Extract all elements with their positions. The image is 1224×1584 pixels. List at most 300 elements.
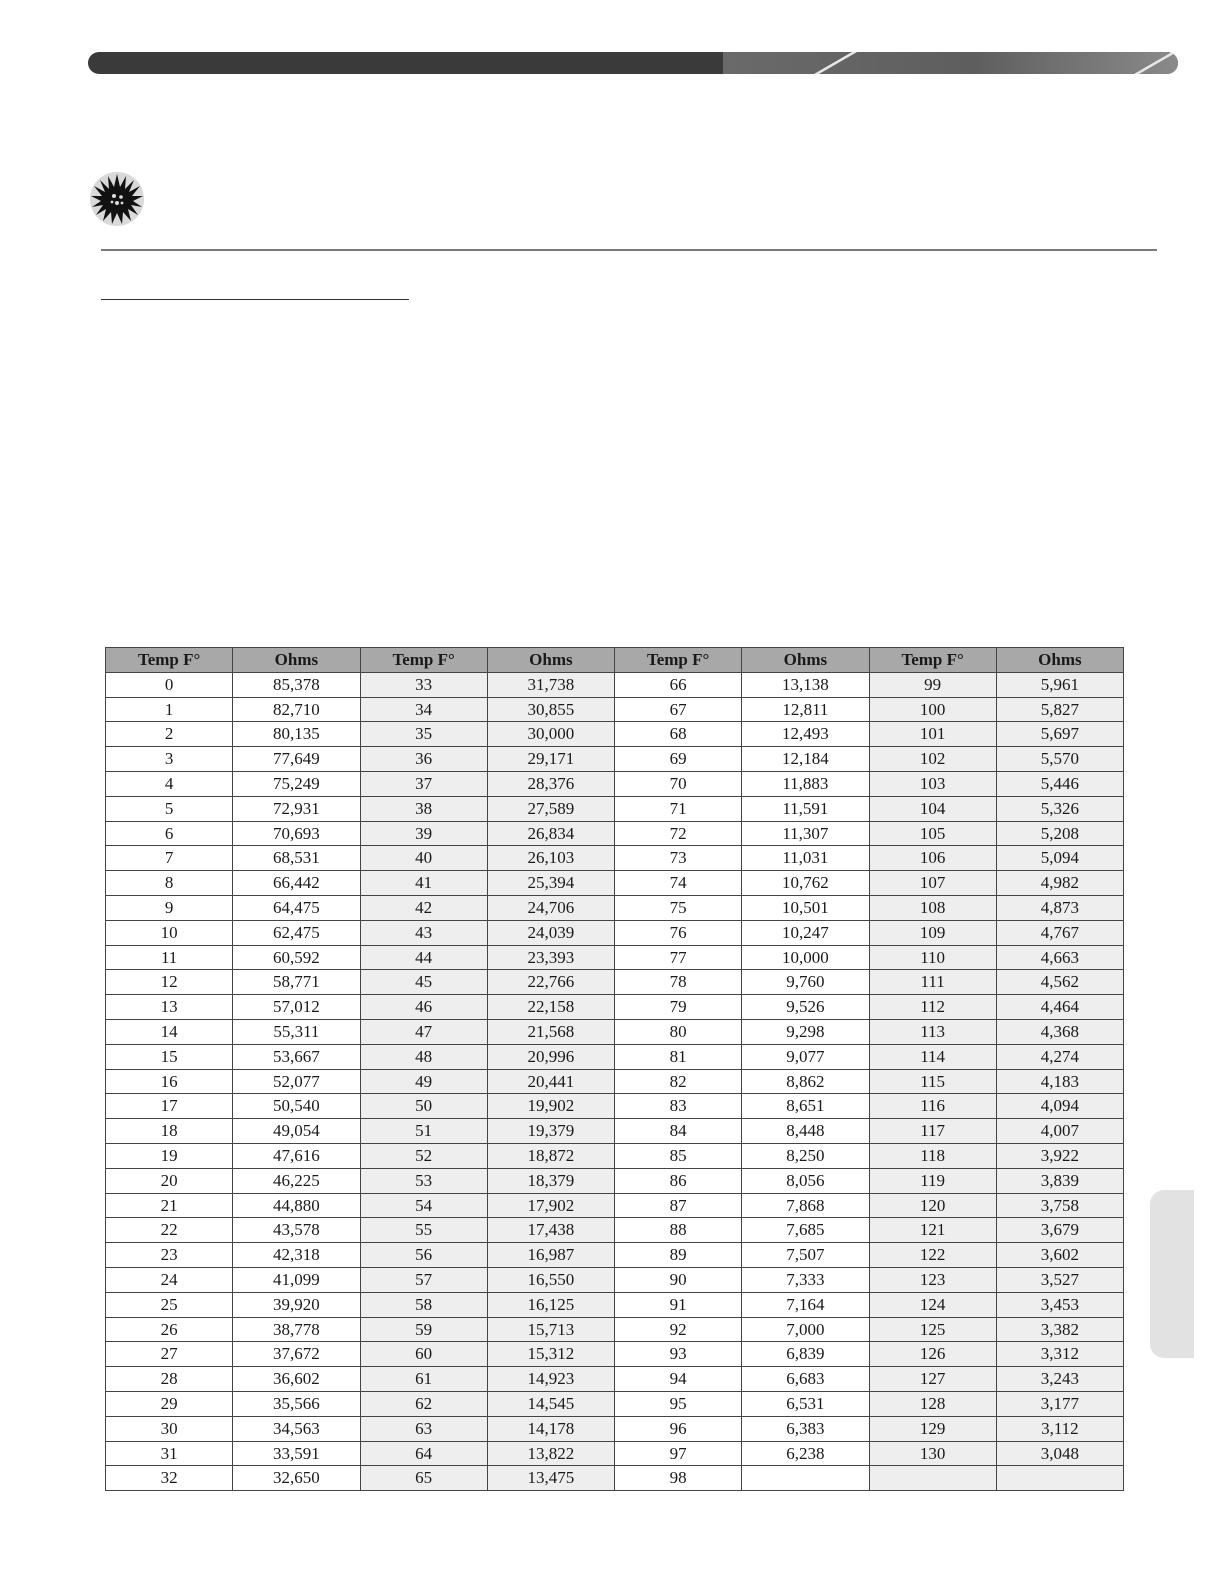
header-bar-light-segment [723, 52, 1178, 74]
temp-cell: 105 [869, 821, 996, 846]
ohms-cell: 3,243 [996, 1367, 1123, 1392]
temp-cell: 21 [106, 1193, 233, 1218]
ohms-cell: 68,531 [233, 846, 360, 871]
temp-cell: 54 [360, 1193, 487, 1218]
column-header: Temp F° [869, 648, 996, 673]
temp-cell: 17 [106, 1094, 233, 1119]
ohms-cell: 7,000 [742, 1317, 869, 1342]
temp-cell: 92 [615, 1317, 742, 1342]
table-row [106, 1193, 1124, 1218]
temp-cell: 130 [869, 1441, 996, 1466]
heading-underline [101, 299, 409, 300]
ohms-cell: 18,872 [487, 1143, 614, 1168]
ohms-cell: 27,589 [487, 796, 614, 821]
temp-cell: 44 [360, 945, 487, 970]
ohms-cell: 12,184 [742, 747, 869, 772]
temp-cell: 102 [869, 747, 996, 772]
temp-cell: 91 [615, 1292, 742, 1317]
temp-cell: 38 [360, 796, 487, 821]
temp-cell: 77 [615, 945, 742, 970]
temp-cell: 30 [106, 1416, 233, 1441]
ohms-cell: 14,545 [487, 1391, 614, 1416]
ohms-cell: 19,379 [487, 1119, 614, 1144]
ohms-cell: 14,923 [487, 1367, 614, 1392]
temp-cell: 3 [106, 747, 233, 772]
ohms-cell: 58,771 [233, 970, 360, 995]
temp-cell: 6 [106, 821, 233, 846]
ohms-cell: 12,811 [742, 697, 869, 722]
table-row [106, 1243, 1124, 1268]
temp-cell: 109 [869, 920, 996, 945]
temp-cell: 0 [106, 672, 233, 697]
table-row [106, 1168, 1124, 1193]
temp-cell: 76 [615, 920, 742, 945]
ohms-cell: 41,099 [233, 1267, 360, 1292]
ohms-cell: 4,094 [996, 1094, 1123, 1119]
ohms-cell: 3,177 [996, 1391, 1123, 1416]
temp-cell: 41 [360, 871, 487, 896]
ohms-cell: 52,077 [233, 1069, 360, 1094]
temp-cell: 68 [615, 722, 742, 747]
temp-cell: 40 [360, 846, 487, 871]
ohms-cell: 7,507 [742, 1243, 869, 1268]
ohms-cell: 75,249 [233, 771, 360, 796]
temp-cell: 22 [106, 1218, 233, 1243]
table-row [106, 1317, 1124, 1342]
temp-cell: 28 [106, 1367, 233, 1392]
ohms-cell: 3,527 [996, 1267, 1123, 1292]
table-row [106, 1044, 1124, 1069]
temp-cell: 78 [615, 970, 742, 995]
ohms-cell: 4,767 [996, 920, 1123, 945]
temp-cell [869, 1466, 996, 1491]
ohms-cell: 9,526 [742, 995, 869, 1020]
table-row [106, 1069, 1124, 1094]
ohms-cell: 9,760 [742, 970, 869, 995]
ohms-cell: 16,987 [487, 1243, 614, 1268]
ohms-cell: 19,902 [487, 1094, 614, 1119]
temp-cell: 97 [615, 1441, 742, 1466]
temp-cell: 59 [360, 1317, 487, 1342]
temp-cell: 63 [360, 1416, 487, 1441]
ohms-cell: 3,679 [996, 1218, 1123, 1243]
ohms-cell: 70,693 [233, 821, 360, 846]
temp-cell: 51 [360, 1119, 487, 1144]
ohms-cell: 17,902 [487, 1193, 614, 1218]
temp-cell: 123 [869, 1267, 996, 1292]
table-row [106, 672, 1124, 697]
temp-cell: 25 [106, 1292, 233, 1317]
ohms-cell: 37,672 [233, 1342, 360, 1367]
ohms-cell: 3,922 [996, 1143, 1123, 1168]
temp-cell: 57 [360, 1267, 487, 1292]
column-header: Ohms [233, 648, 360, 673]
ohms-cell: 8,448 [742, 1119, 869, 1144]
temp-cell: 74 [615, 871, 742, 896]
ohms-cell: 5,570 [996, 747, 1123, 772]
table-row [106, 945, 1124, 970]
temp-cell: 32 [106, 1466, 233, 1491]
ohms-cell: 13,475 [487, 1466, 614, 1491]
ohms-table [105, 647, 1124, 1491]
table-row [106, 1267, 1124, 1292]
temp-cell: 126 [869, 1342, 996, 1367]
column-header: Temp F° [106, 648, 233, 673]
ohms-cell: 4,007 [996, 1119, 1123, 1144]
ohms-cell: 9,298 [742, 1019, 869, 1044]
table-row [106, 796, 1124, 821]
table-row [106, 970, 1124, 995]
table-row [106, 1391, 1124, 1416]
temp-cell: 16 [106, 1069, 233, 1094]
temp-cell: 108 [869, 895, 996, 920]
temp-cell: 112 [869, 995, 996, 1020]
temp-cell: 61 [360, 1367, 487, 1392]
table-row [106, 895, 1124, 920]
temp-cell: 19 [106, 1143, 233, 1168]
temp-cell: 107 [869, 871, 996, 896]
ohms-cell: 6,683 [742, 1367, 869, 1392]
temp-cell: 122 [869, 1243, 996, 1268]
temp-cell: 90 [615, 1267, 742, 1292]
ohms-cell: 6,238 [742, 1441, 869, 1466]
temp-cell: 5 [106, 796, 233, 821]
ohms-cell: 22,158 [487, 995, 614, 1020]
temp-cell: 118 [869, 1143, 996, 1168]
temp-cell: 66 [615, 672, 742, 697]
header-bar [88, 52, 1178, 74]
ohms-cell: 66,442 [233, 871, 360, 896]
temp-cell: 80 [615, 1019, 742, 1044]
ohms-cell: 5,208 [996, 821, 1123, 846]
ohms-cell: 4,982 [996, 871, 1123, 896]
ohms-cell: 62,475 [233, 920, 360, 945]
ohms-cell: 10,501 [742, 895, 869, 920]
ohms-cell: 23,393 [487, 945, 614, 970]
ohms-cell: 60,592 [233, 945, 360, 970]
ohms-cell: 22,766 [487, 970, 614, 995]
ohms-cell: 5,326 [996, 796, 1123, 821]
table-row [106, 1292, 1124, 1317]
table-header-row [106, 648, 1124, 673]
temp-cell: 84 [615, 1119, 742, 1144]
temp-cell: 20 [106, 1168, 233, 1193]
table-row [106, 1466, 1124, 1491]
temp-cell: 62 [360, 1391, 487, 1416]
ohms-cell: 53,667 [233, 1044, 360, 1069]
table-row [106, 920, 1124, 945]
temp-cell: 101 [869, 722, 996, 747]
table-row [106, 1441, 1124, 1466]
ohms-cell: 50,540 [233, 1094, 360, 1119]
temp-cell: 86 [615, 1168, 742, 1193]
temp-cell: 49 [360, 1069, 487, 1094]
ohms-cell: 57,012 [233, 995, 360, 1020]
temp-cell: 128 [869, 1391, 996, 1416]
ohms-cell: 11,307 [742, 821, 869, 846]
temp-cell: 117 [869, 1119, 996, 1144]
table-row [106, 1218, 1124, 1243]
ohms-cell: 5,827 [996, 697, 1123, 722]
ohms-cell: 15,312 [487, 1342, 614, 1367]
temp-cell: 114 [869, 1044, 996, 1069]
ohms-cell: 8,862 [742, 1069, 869, 1094]
temp-cell: 103 [869, 771, 996, 796]
ohms-cell: 7,333 [742, 1267, 869, 1292]
temp-cell: 73 [615, 846, 742, 871]
temp-cell: 53 [360, 1168, 487, 1193]
ohms-cell: 8,056 [742, 1168, 869, 1193]
temp-cell: 31 [106, 1441, 233, 1466]
ohms-cell: 29,171 [487, 747, 614, 772]
table-row [106, 821, 1124, 846]
temp-cell: 35 [360, 722, 487, 747]
section-divider [101, 249, 1157, 251]
temp-cell: 26 [106, 1317, 233, 1342]
temp-cell: 47 [360, 1019, 487, 1044]
table-row [106, 1094, 1124, 1119]
ohms-cell: 30,855 [487, 697, 614, 722]
ohms-cell: 49,054 [233, 1119, 360, 1144]
ohms-cell: 12,493 [742, 722, 869, 747]
ohms-cell: 4,464 [996, 995, 1123, 1020]
ohms-cell: 6,531 [742, 1391, 869, 1416]
ohms-cell: 55,311 [233, 1019, 360, 1044]
temp-cell: 93 [615, 1342, 742, 1367]
temp-cell: 119 [869, 1168, 996, 1193]
temp-cell: 121 [869, 1218, 996, 1243]
temp-cell: 56 [360, 1243, 487, 1268]
ohms-cell: 3,453 [996, 1292, 1123, 1317]
temp-cell: 96 [615, 1416, 742, 1441]
temp-cell: 4 [106, 771, 233, 796]
ohms-cell: 31,738 [487, 672, 614, 697]
temp-cell: 33 [360, 672, 487, 697]
ohms-cell: 38,778 [233, 1317, 360, 1342]
ohms-cell: 16,125 [487, 1292, 614, 1317]
temp-cell: 7 [106, 846, 233, 871]
ohms-cell: 77,649 [233, 747, 360, 772]
temp-cell: 52 [360, 1143, 487, 1168]
ohms-cell: 8,651 [742, 1094, 869, 1119]
temp-cell: 48 [360, 1044, 487, 1069]
ohms-cell: 26,834 [487, 821, 614, 846]
column-header: Ohms [487, 648, 614, 673]
temp-cell: 9 [106, 895, 233, 920]
ohms-cell: 3,312 [996, 1342, 1123, 1367]
temp-cell: 58 [360, 1292, 487, 1317]
temp-cell: 8 [106, 871, 233, 896]
ohms-cell: 5,094 [996, 846, 1123, 871]
temp-cell: 81 [615, 1044, 742, 1069]
temp-cell: 39 [360, 821, 487, 846]
temp-cell: 55 [360, 1218, 487, 1243]
ohms-cell: 11,031 [742, 846, 869, 871]
ohms-cell: 14,178 [487, 1416, 614, 1441]
table-row [106, 722, 1124, 747]
ohms-cell: 28,376 [487, 771, 614, 796]
temp-cell: 45 [360, 970, 487, 995]
temp-cell: 88 [615, 1218, 742, 1243]
ohms-cell: 16,550 [487, 1267, 614, 1292]
temp-cell: 115 [869, 1069, 996, 1094]
temp-cell: 110 [869, 945, 996, 970]
temp-cell: 116 [869, 1094, 996, 1119]
temp-cell: 100 [869, 697, 996, 722]
ohms-cell: 5,446 [996, 771, 1123, 796]
column-header: Temp F° [615, 648, 742, 673]
ohms-cell: 35,566 [233, 1391, 360, 1416]
ohms-cell: 32,650 [233, 1466, 360, 1491]
temp-cell: 83 [615, 1094, 742, 1119]
temp-cell: 64 [360, 1441, 487, 1466]
ohms-cell: 30,000 [487, 722, 614, 747]
ohms-cell: 18,379 [487, 1168, 614, 1193]
table-row [106, 771, 1124, 796]
table-row [106, 1342, 1124, 1367]
thermistor-resistance-table [105, 647, 1124, 1491]
ohms-cell: 44,880 [233, 1193, 360, 1218]
temp-cell: 15 [106, 1044, 233, 1069]
ohms-cell: 34,563 [233, 1416, 360, 1441]
ohms-cell: 7,868 [742, 1193, 869, 1218]
ohms-cell: 6,839 [742, 1342, 869, 1367]
ohms-cell: 5,961 [996, 672, 1123, 697]
ohms-cell: 24,706 [487, 895, 614, 920]
table-row [106, 1367, 1124, 1392]
ohms-cell: 17,438 [487, 1218, 614, 1243]
side-tab[interactable] [1150, 1190, 1194, 1358]
temp-cell: 94 [615, 1367, 742, 1392]
ohms-cell: 13,138 [742, 672, 869, 697]
temp-cell: 124 [869, 1292, 996, 1317]
ohms-cell: 10,247 [742, 920, 869, 945]
temp-cell: 37 [360, 771, 487, 796]
temp-cell: 34 [360, 697, 487, 722]
ohms-cell: 42,318 [233, 1243, 360, 1268]
temp-cell: 43 [360, 920, 487, 945]
ohms-cell: 80,135 [233, 722, 360, 747]
temp-cell: 79 [615, 995, 742, 1020]
temp-cell: 98 [615, 1466, 742, 1491]
table-row [106, 1019, 1124, 1044]
temp-cell: 69 [615, 747, 742, 772]
temp-cell: 125 [869, 1317, 996, 1342]
temp-cell: 95 [615, 1391, 742, 1416]
ohms-cell: 4,873 [996, 895, 1123, 920]
temp-cell: 72 [615, 821, 742, 846]
temp-cell: 85 [615, 1143, 742, 1168]
temp-cell: 89 [615, 1243, 742, 1268]
temp-cell: 29 [106, 1391, 233, 1416]
table-row [106, 995, 1124, 1020]
ohms-cell: 3,382 [996, 1317, 1123, 1342]
table-row [106, 747, 1124, 772]
ohms-cell: 85,378 [233, 672, 360, 697]
ohms-cell: 4,274 [996, 1044, 1123, 1069]
ohms-cell: 3,839 [996, 1168, 1123, 1193]
ohms-cell: 36,602 [233, 1367, 360, 1392]
ohms-cell: 33,591 [233, 1441, 360, 1466]
ohms-cell: 20,996 [487, 1044, 614, 1069]
ohms-cell: 46,225 [233, 1168, 360, 1193]
ohms-cell: 39,920 [233, 1292, 360, 1317]
temp-cell: 14 [106, 1019, 233, 1044]
temp-cell: 2 [106, 722, 233, 747]
temp-cell: 1 [106, 697, 233, 722]
table-row [106, 1416, 1124, 1441]
temp-cell: 120 [869, 1193, 996, 1218]
ohms-cell: 13,822 [487, 1441, 614, 1466]
temp-cell: 82 [615, 1069, 742, 1094]
temp-cell: 104 [869, 796, 996, 821]
temp-cell: 113 [869, 1019, 996, 1044]
temp-cell: 50 [360, 1094, 487, 1119]
ohms-cell: 24,039 [487, 920, 614, 945]
ohms-cell: 3,112 [996, 1416, 1123, 1441]
temp-cell: 10 [106, 920, 233, 945]
ohms-cell: 4,368 [996, 1019, 1123, 1044]
ohms-cell: 6,383 [742, 1416, 869, 1441]
ohms-cell: 9,077 [742, 1044, 869, 1069]
ohms-cell: 82,710 [233, 697, 360, 722]
ohms-cell: 20,441 [487, 1069, 614, 1094]
ohms-cell: 43,578 [233, 1218, 360, 1243]
ohms-cell: 4,183 [996, 1069, 1123, 1094]
sunburst-emblem-icon [88, 170, 146, 228]
ohms-cell: 21,568 [487, 1019, 614, 1044]
temp-cell: 75 [615, 895, 742, 920]
ohms-cell: 10,762 [742, 871, 869, 896]
ohms-cell: 26,103 [487, 846, 614, 871]
temp-cell: 18 [106, 1119, 233, 1144]
ohms-cell: 11,883 [742, 771, 869, 796]
ohms-cell [996, 1466, 1123, 1491]
temp-cell: 13 [106, 995, 233, 1020]
ohms-cell: 7,685 [742, 1218, 869, 1243]
temp-cell: 99 [869, 672, 996, 697]
temp-cell: 12 [106, 970, 233, 995]
table-row [106, 1143, 1124, 1168]
ohms-cell: 4,663 [996, 945, 1123, 970]
ohms-cell: 25,394 [487, 871, 614, 896]
temp-cell: 67 [615, 697, 742, 722]
column-header: Temp F° [360, 648, 487, 673]
temp-cell: 23 [106, 1243, 233, 1268]
temp-cell: 42 [360, 895, 487, 920]
ohms-cell: 7,164 [742, 1292, 869, 1317]
ohms-cell [742, 1466, 869, 1491]
ohms-cell: 5,697 [996, 722, 1123, 747]
temp-cell: 24 [106, 1267, 233, 1292]
table-row [106, 846, 1124, 871]
ohms-cell: 3,048 [996, 1441, 1123, 1466]
table-row [106, 1119, 1124, 1144]
temp-cell: 127 [869, 1367, 996, 1392]
temp-cell: 71 [615, 796, 742, 821]
column-header: Ohms [742, 648, 869, 673]
temp-cell: 11 [106, 945, 233, 970]
temp-cell: 36 [360, 747, 487, 772]
ohms-cell: 4,562 [996, 970, 1123, 995]
ohms-cell: 8,250 [742, 1143, 869, 1168]
temp-cell: 111 [869, 970, 996, 995]
temp-cell: 87 [615, 1193, 742, 1218]
ohms-cell: 15,713 [487, 1317, 614, 1342]
ohms-cell: 64,475 [233, 895, 360, 920]
table-row [106, 871, 1124, 896]
ohms-cell: 3,758 [996, 1193, 1123, 1218]
